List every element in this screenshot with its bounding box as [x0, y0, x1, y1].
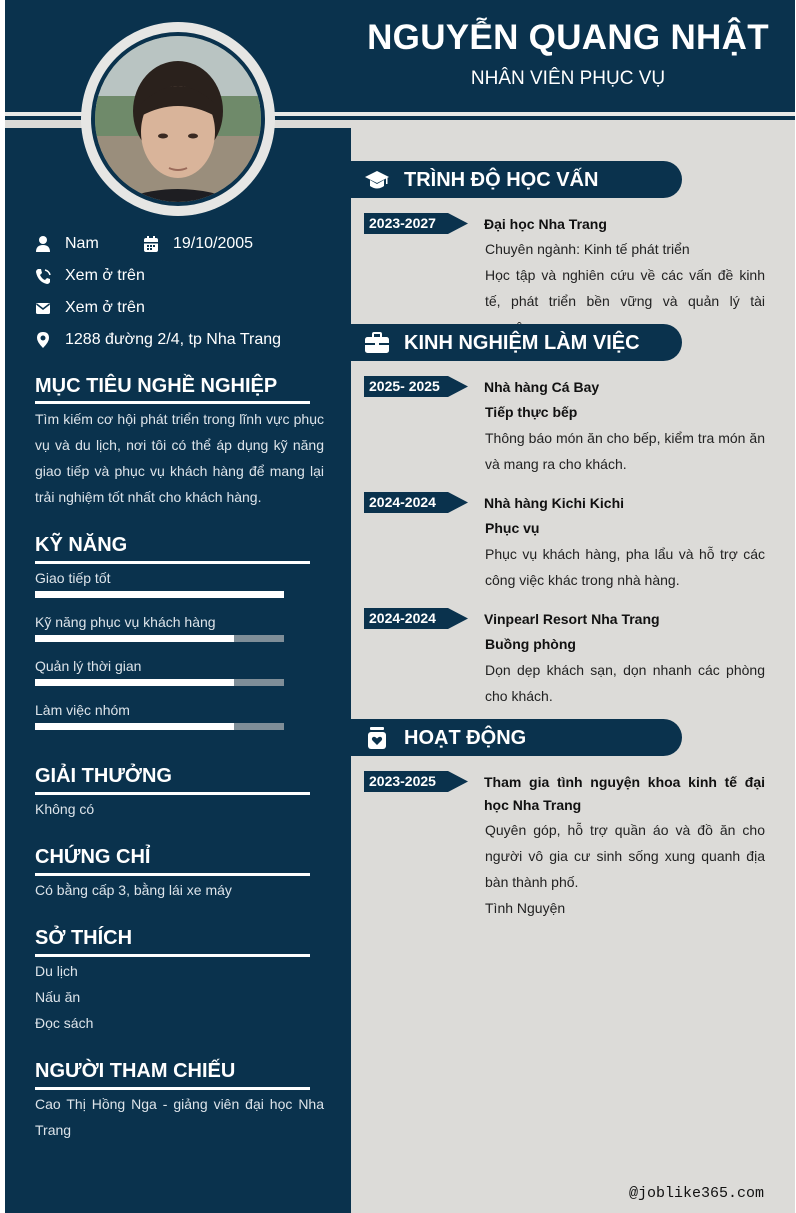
- experience-header: [351, 324, 682, 361]
- gender-value: Nam: [65, 235, 99, 252]
- job-position: Tiếp thực bếp: [485, 404, 578, 420]
- skill-label: Kỹ năng phục vụ khách hàng: [35, 614, 216, 630]
- references-text: Cao Thị Hồng Nga - giảng viên đại học Nha Trang: [35, 1096, 324, 1138]
- mail-icon: [35, 299, 51, 317]
- avatar: [91, 32, 265, 206]
- map-pin-icon: [35, 331, 51, 349]
- references-title: NGƯỜI THAM CHIẾU: [35, 1060, 236, 1082]
- experience-title: KINH NGHIỆM LÀM VIỆC: [404, 332, 640, 354]
- site-watermark: @joblike365.com: [629, 1185, 765, 1202]
- skill-bar: [35, 679, 284, 686]
- job-position: Buồng phòng: [485, 636, 576, 652]
- candidate-name: NGUYỄN QUANG NHẬT: [367, 18, 769, 57]
- calendar-icon: [143, 235, 159, 253]
- activities-header: [351, 719, 682, 756]
- company-name: Nhà hàng Cá Bay: [484, 379, 600, 395]
- education-desc: Học tập và nghiên cứu về các vấn đề kinh tế, phát triển bền vững và quản lý tài: [485, 267, 765, 309]
- activity-desc: Quyên góp, hỗ trợ quần áo và đồ ăn cho người vô gia cư sinh sống xung quanh địa bàn thành phố.: [485, 822, 765, 890]
- resume-page: NGUYỄN QUANG NHẬT NHÂN VIÊN PHỤC VỤ Nam 19/10/2005 Xem ở trên Xem ở trên 1288 đường 2/4, tp Nha Trang MỤC TIÊU NGHỀ NGHIỆP Tìm kiếm cơ hội phát triển trong lĩnh vực phục vụ và du lịch, nơi tôi có thể áp dụng kỹ năng giao tiếp và phục vụ khách hàng để mang lại trải nghiệm tốt nhất cho khách hàng. KỸ NĂNG Giao tiếp tốt Kỹ năng phục vụ khách hàng Quản lý thời gian Làm việc nhóm GIẢI THƯỞNG Không có CHỨNG CHỈ Có bằng cấp 3, bằng lái xe máy SỞ THÍCH Du lịch Nấu ăn Đọc sách NGƯỜI THAM CHIẾU Cao Thị Hồng Nga - giảng viên đại học Nha Trang TRÌNH ĐỘ HỌC VẤN 2023-2027 Đại học Nha Trang Chuyên ngành: Kinh tế phát triển Học tập và nghiên cứu về các vấn đề kinh tế, phát triển bền vững và quản lý tài KINH NGHIỆM LÀM VIỆC 2025- 2025 Nhà hàng Cá Bay Tiếp thực bếp Thông báo món ăn cho bếp, kiểm tra món ăn và mang ra cho khách. 2024-2024 Nhà hàng Kichi Kichi Phục vụ Phục vụ khách hàng, pha lẩu và hỗ trợ các công việc khác trong nhà hàng. 2024-2024 Vinpearl Resort Nha Trang Buồng phòng Dọn dẹp khách sạn, dọn nhanh các phòng cho khách. HOẠT ĐỘNG 2023-2025 Tham gia tình nguyện khoa kinh tế đại học Nha Trang Quyên góp, hỗ trợ quần áo và đồ ăn cho người vô gia cư sinh sống xung quanh địa bàn thành phố. Tình Nguyện @joblike365.com: [5, 0, 795, 1213]
- skill-label: Giao tiếp tốt: [35, 570, 111, 586]
- education-title: TRÌNH ĐỘ HỌC VẤN: [404, 169, 599, 191]
- hobby-item: Nấu ăn: [35, 989, 81, 1005]
- company-name: Vinpearl Resort Nha Trang: [484, 611, 660, 627]
- phone-value: Xem ở trên: [65, 267, 145, 284]
- job-position: Phục vụ: [485, 520, 540, 536]
- skill-label: Quản lý thời gian: [35, 658, 142, 674]
- job-desc: Phục vụ khách hàng, pha lẩu và hỗ trợ các công việc khác trong nhà hàng.: [485, 546, 765, 588]
- awards-text: Không có: [35, 801, 95, 817]
- education-header: [351, 161, 682, 198]
- briefcase-icon: [365, 331, 389, 355]
- phone-icon: [35, 267, 51, 285]
- candidate-role: NHÂN VIÊN PHỤC VỤ: [470, 68, 666, 89]
- certificates-title: CHỨNG CHỈ: [35, 846, 151, 868]
- objective-text: Tìm kiếm cơ hội phát triển trong lĩnh vực phục vụ và du lịch, nơi tôi có thể áp dụng kỹ năng giao tiếp và phục vụ khách hàng để mang lại trải nghiệm tốt nhất cho khách hàng.: [35, 411, 324, 505]
- graduation-cap-icon: [365, 168, 389, 192]
- address-value: 1288 đường 2/4, tp Nha Trang: [65, 331, 282, 348]
- skill-bar: [35, 591, 284, 598]
- skills-title: KỸ NĂNG: [35, 534, 128, 556]
- skill-bar: [35, 723, 284, 730]
- activity-name: Tham gia tình nguyện khoa kinh tế đại học Nha Trang: [484, 774, 765, 813]
- job-desc: Dọn dẹp khách sạn, dọn nhanh các phòng cho khách.: [485, 662, 765, 704]
- awards-title: GIẢI THƯỞNG: [35, 765, 172, 787]
- hobbies-title: SỞ THÍCH: [35, 927, 133, 949]
- skill-label: Làm việc nhóm: [35, 702, 130, 718]
- activities-title: HOẠT ĐỘNG: [404, 727, 527, 749]
- hobby-item: Du lịch: [35, 963, 78, 979]
- company-name: Nhà hàng Kichi Kichi: [484, 495, 625, 511]
- school-name: Đại học Nha Trang: [484, 216, 607, 232]
- hobby-item: Đọc sách: [35, 1015, 94, 1031]
- skill-bar: [35, 635, 284, 642]
- birthdate-value: 19/10/2005: [173, 235, 254, 252]
- user-icon: [35, 235, 51, 253]
- job-desc: Thông báo món ăn cho bếp, kiểm tra món ăn và mang ra cho khách.: [485, 430, 765, 472]
- activity-role: Tình Nguyện: [485, 900, 566, 916]
- certificates-text: Có bằng cấp 3, bằng lái xe máy: [35, 882, 232, 898]
- heart-jar-icon: [365, 726, 389, 750]
- objective-title: MỤC TIÊU NGHỀ NGHIỆP: [35, 375, 278, 397]
- education-major: Chuyên ngành: Kinh tế phát triển: [485, 241, 690, 257]
- email-value: Xem ở trên: [65, 299, 145, 316]
